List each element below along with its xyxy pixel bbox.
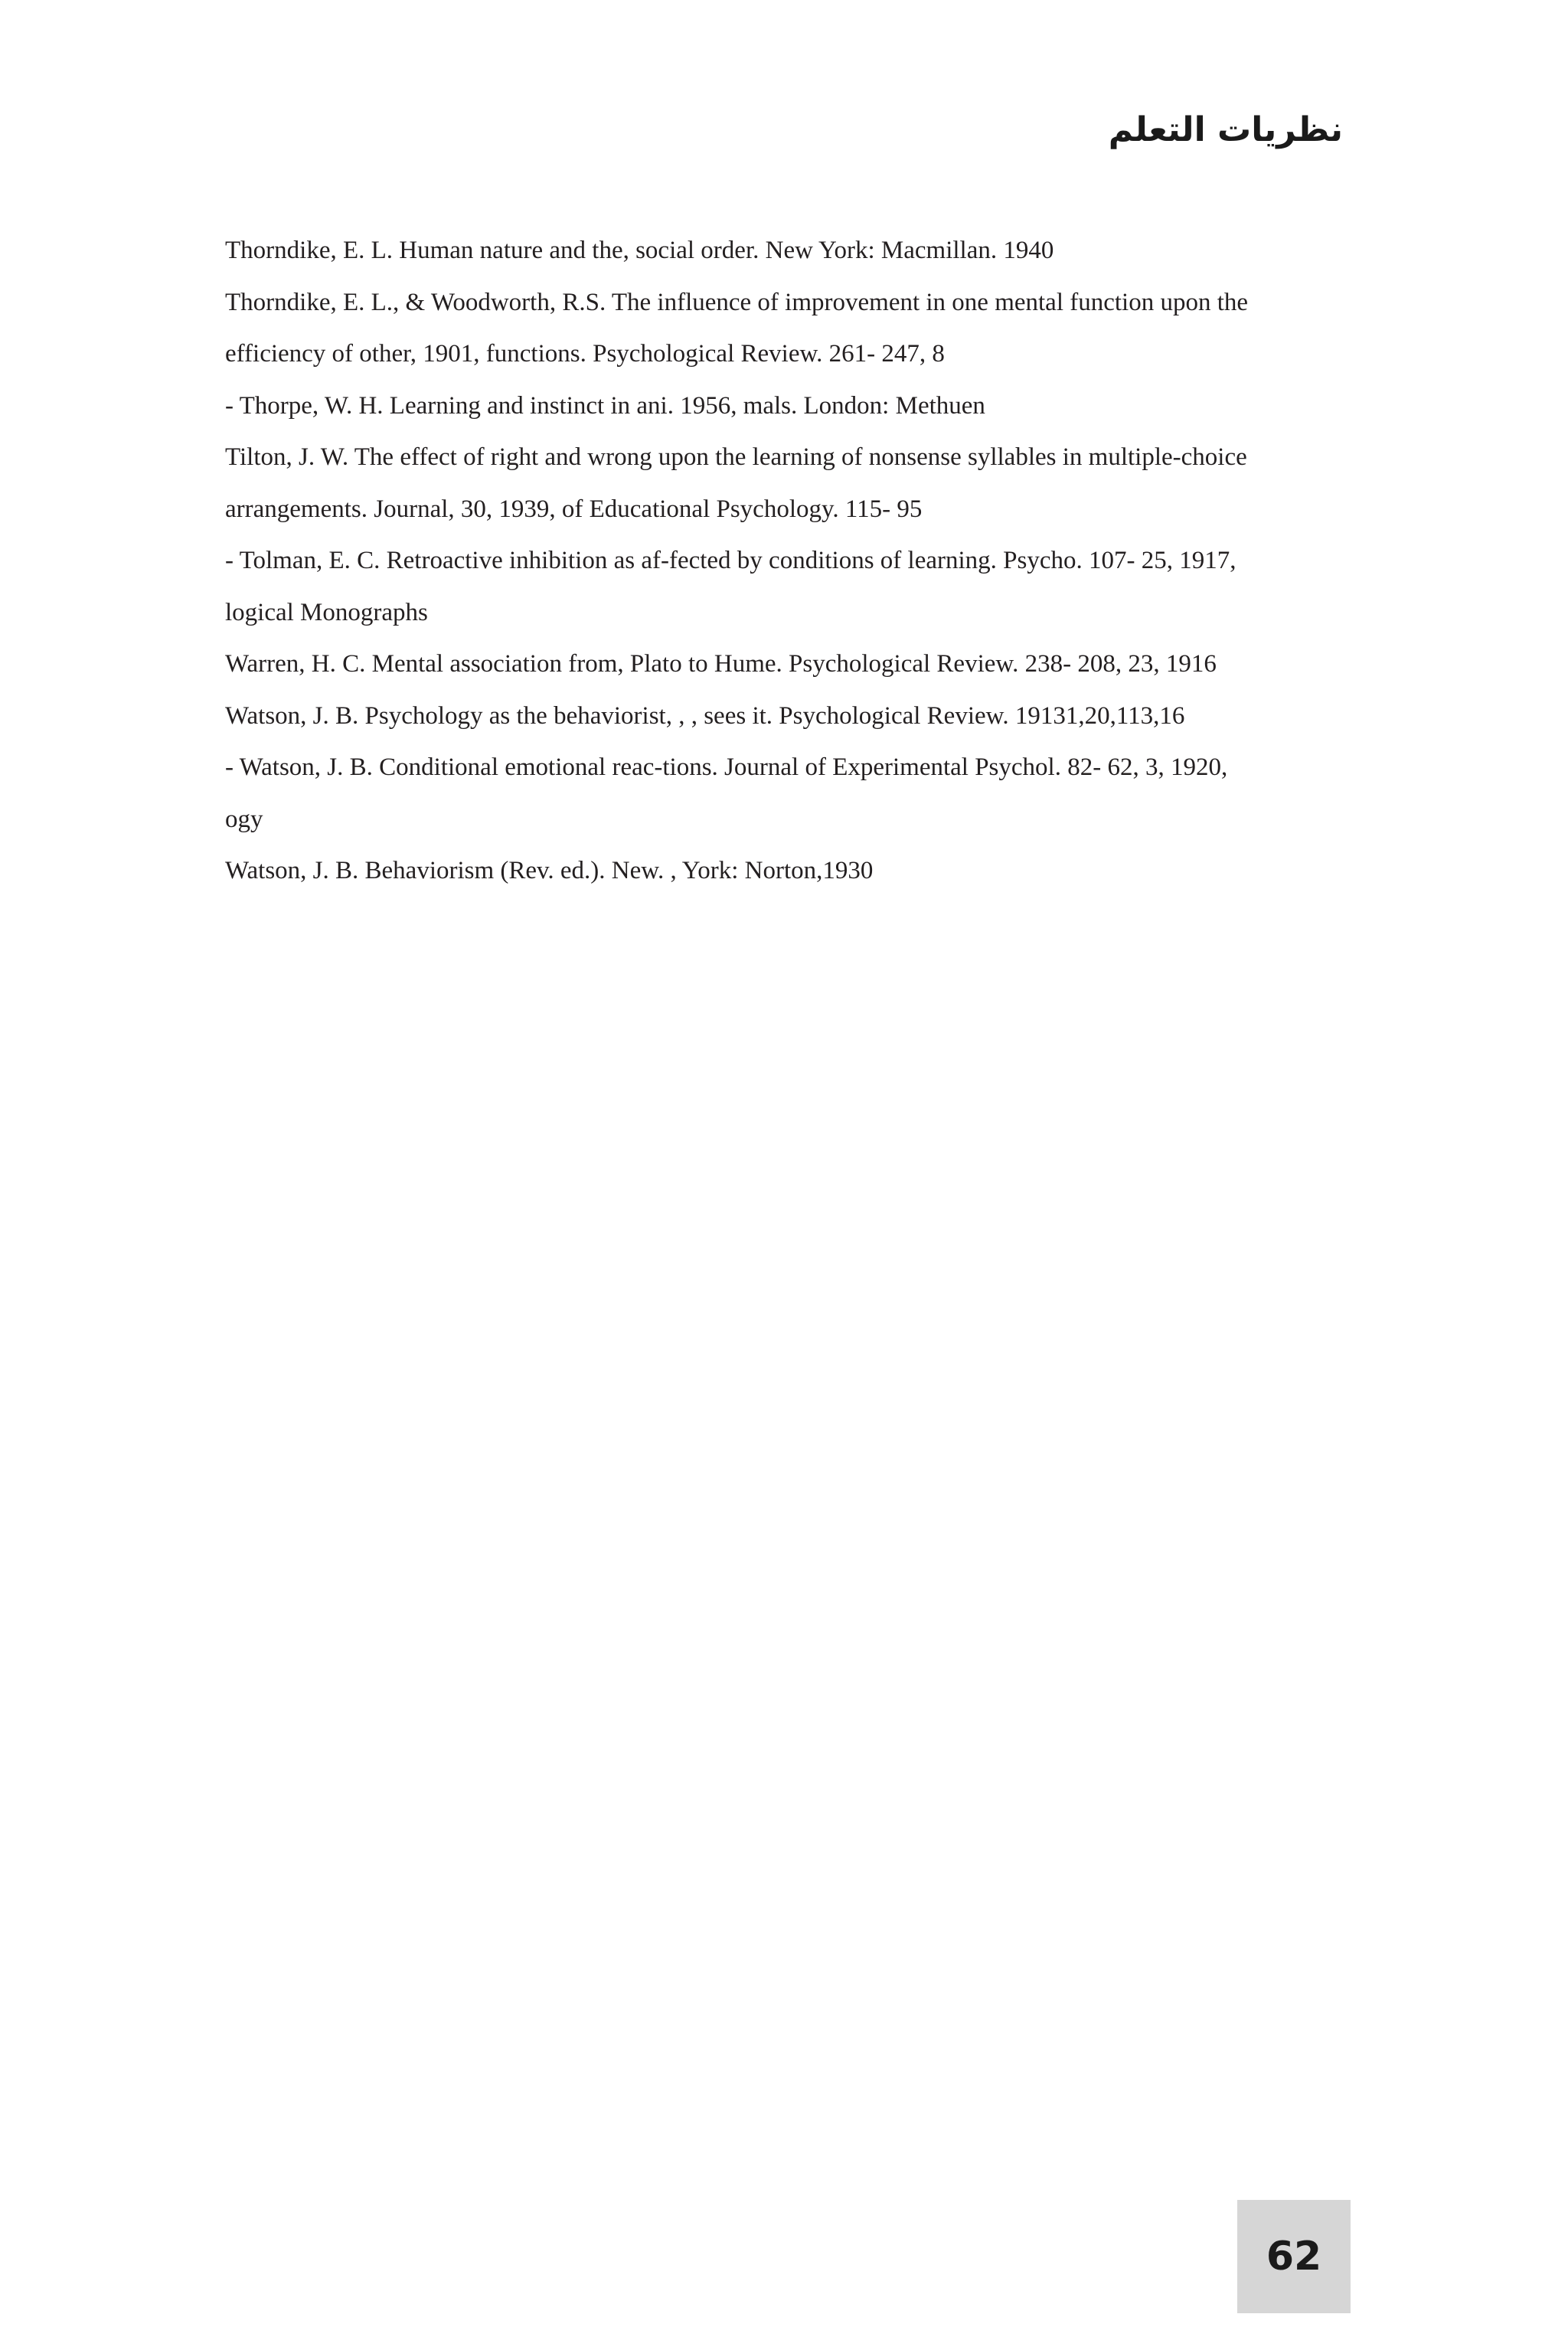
reference-line: - Watson, J. B. Conditional emotional reac-tions. Journal of Experimental Psychol. 82- 62, 3, 1920, bbox=[225, 753, 1228, 781]
reference-line: Watson, J. B. Psychology as the behaviorist, , , sees it. Psychological Review. 19131,20,113,16 bbox=[225, 701, 1185, 730]
reference-line: - Thorpe, W. H. Learning and instinct in ani. 1956, mals. London: Methuen bbox=[225, 391, 985, 420]
reference-line: logical Monographs bbox=[225, 598, 428, 626]
reference-line: - Tolman, E. C. Retroactive inhibition as af-fected by conditions of learning. Psycho. 107- 25, 1917, bbox=[225, 547, 1236, 574]
reference-line: Warren, H. C. Mental association from, Plato to Hume. Psychological Review. 238- 208, 23, 1916 bbox=[225, 650, 1217, 678]
page-number: 62 bbox=[1266, 2234, 1322, 2280]
reference-list bbox=[225, 225, 1351, 897]
reference-line: Tilton, J. W. The effect of right and wrong upon the learning of nonsense syllables in multiple-choice bbox=[225, 443, 1247, 471]
reference-line: Thorndike, E. L., & Woodworth, R.S. The influence of improvement in one mental function upon the bbox=[225, 288, 1249, 316]
page-number-badge bbox=[1237, 2200, 1351, 2313]
reference-line: ogy bbox=[225, 805, 263, 833]
reference-line: efficiency of other, 1901, functions. Psychological Review. 261- 247, 8 bbox=[225, 340, 945, 368]
reference-line: arrangements. Journal, 30, 1939, of Educational Psychology. 115- 95 bbox=[225, 495, 923, 523]
running-header-title: نظريات التعلم bbox=[1108, 110, 1343, 149]
reference-line: Thorndike, E. L. Human nature and the, social order. New York: Macmillan. 1940 bbox=[225, 237, 1054, 264]
reference-line: Watson, J. B. Behaviorism (Rev. ed.). New. , York: Norton,1930 bbox=[225, 857, 874, 884]
